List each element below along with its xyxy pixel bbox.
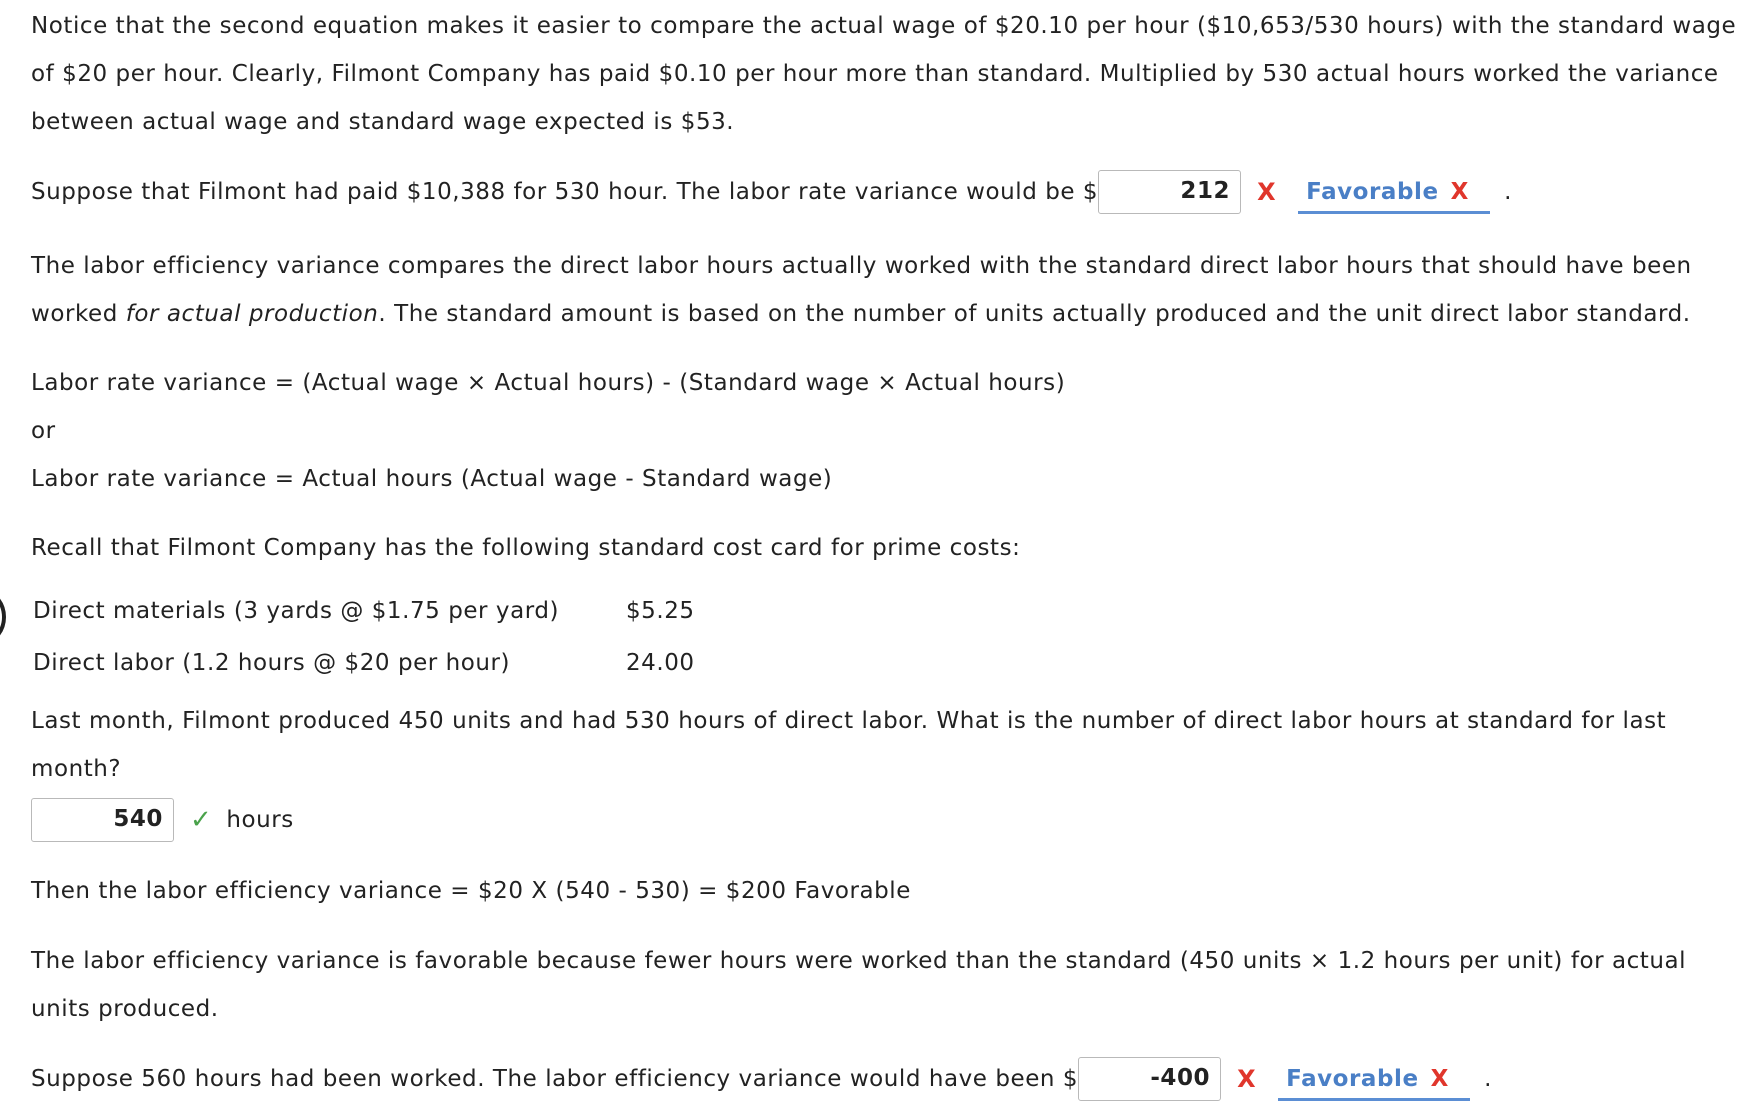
sentence-period: . xyxy=(1504,179,1513,205)
question-line-1: Last month, Filmont produced 450 units and had 530 hours of direct labor. What is the number of direct labor hours at standard for last xyxy=(31,708,1667,734)
question-line-2: month? xyxy=(31,756,122,782)
incorrect-x-icon: X xyxy=(1257,178,1277,206)
dropdown-selected-value: Favorable xyxy=(1306,179,1439,205)
recall-paragraph xyxy=(31,524,1020,572)
formula-or: or xyxy=(31,418,56,444)
rate-variance-question xyxy=(31,170,1512,214)
table-row xyxy=(31,585,695,637)
efficiency-line-1: The labor efficiency variance compares the direct labor hours actually worked with the standard direct labor hours that should have been xyxy=(31,253,1692,279)
standard-hours-answer xyxy=(31,798,294,842)
formula-1: Labor rate variance = (Actual wage × Actual hours) - (Standard wage × Actual hours) xyxy=(31,370,1066,396)
efficiency-variance-question xyxy=(31,1057,1492,1101)
cost-label: Direct materials (3 yards @ $1.75 per yard) xyxy=(33,598,559,624)
efficiency-variance-dropdown[interactable] xyxy=(1278,1057,1470,1101)
intro-line-2: of $20 per hour. Clearly, Filmont Company has paid $0.10 per hour more than standard. Multiplied by 530 actual hours worked the variance xyxy=(31,61,1719,87)
correct-check-icon: ✓ xyxy=(190,805,213,835)
efficiency-variance-input[interactable]: -400 xyxy=(1078,1057,1221,1101)
explanation-line-2: units produced. xyxy=(31,996,219,1022)
table-row xyxy=(31,637,695,689)
emphasis-text: for actual production xyxy=(125,301,379,327)
rate-variance-input[interactable]: 212 xyxy=(1098,170,1241,214)
text-span: worked xyxy=(31,301,126,327)
standard-hours-question xyxy=(31,697,1666,793)
cost-value: $5.25 xyxy=(626,598,695,624)
cost-value: 24.00 xyxy=(626,650,695,676)
cost-label: Direct labor (1.2 hours @ $20 per hour) xyxy=(33,650,511,676)
cost-card xyxy=(31,585,695,689)
rate-variance-prompt: Suppose that Filmont had paid $10,388 for 530 hour. The labor rate variance would be $ xyxy=(31,179,1099,205)
efficiency-paragraph xyxy=(31,242,1692,338)
efficiency-variance-prompt: Suppose 560 hours had been worked. The labor efficiency variance would have been $ xyxy=(31,1066,1079,1092)
intro-line-1: Notice that the second equation makes it easier to compare the actual wage of $20.10 per hour ($10,653/530 hours) with the standard wage xyxy=(31,13,1737,39)
calculation-text: Then the labor efficiency variance = $20 X (540 - 530) = $200 Favorable xyxy=(31,878,911,904)
incorrect-x-icon: X xyxy=(1237,1065,1257,1093)
formula-2: Labor rate variance = Actual hours (Actual wage - Standard wage) xyxy=(31,466,833,492)
incorrect-x-icon: X xyxy=(1430,1066,1449,1092)
rate-variance-dropdown[interactable] xyxy=(1298,170,1490,214)
recall-text: Recall that Filmont Company has the following standard cost card for prime costs: xyxy=(31,535,1021,561)
left-edge-marker xyxy=(0,586,6,648)
intro-paragraph xyxy=(31,2,1736,146)
efficiency-line-2 xyxy=(31,290,1692,338)
formulas xyxy=(31,359,1065,503)
cost-card-table xyxy=(31,585,695,689)
dropdown-selected-value: Favorable xyxy=(1286,1066,1419,1092)
favorable-explanation xyxy=(31,937,1686,1033)
explanation-line-1: The labor efficiency variance is favorable because fewer hours were worked than the standard (450 units × 1.2 hours per unit) for actual xyxy=(31,948,1687,974)
intro-line-3: between actual wage and standard wage expected is $53. xyxy=(31,109,735,135)
hours-unit-label: hours xyxy=(226,807,294,833)
incorrect-x-icon: X xyxy=(1450,179,1469,205)
sentence-period: . xyxy=(1484,1066,1493,1092)
efficiency-calculation xyxy=(31,867,911,915)
standard-hours-input[interactable]: 540 xyxy=(31,798,174,842)
text-span: . The standard amount is based on the number of units actually produced and the unit direct labor standard. xyxy=(378,301,1691,327)
